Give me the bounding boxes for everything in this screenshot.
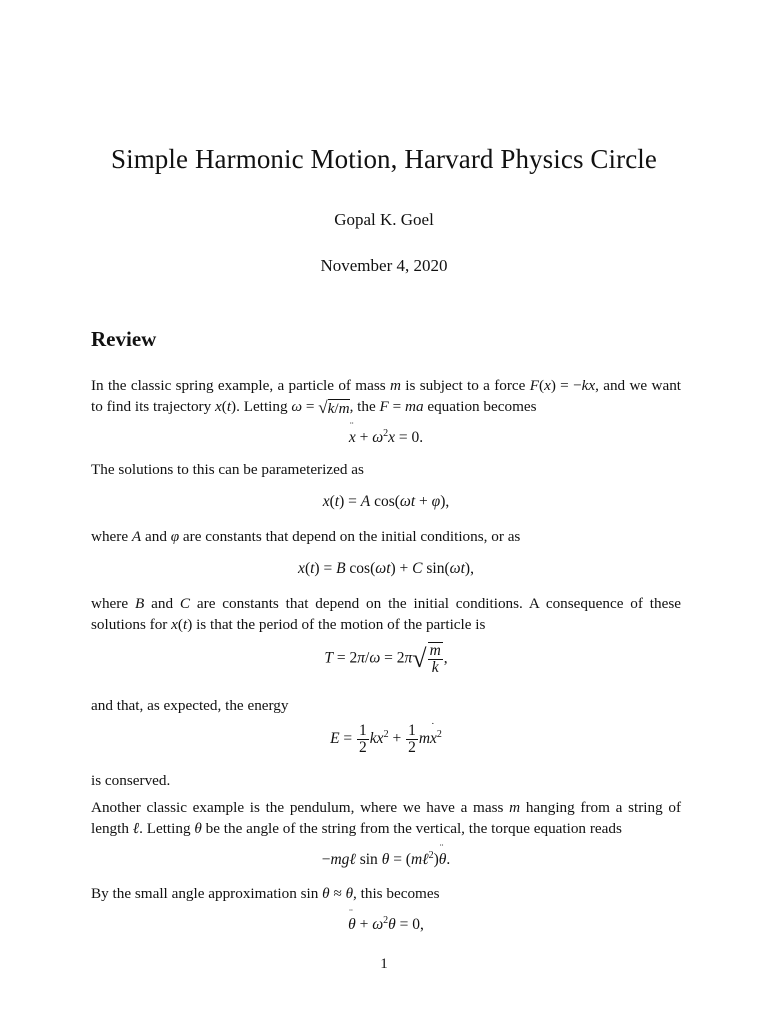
equation-torque: −mgℓ sin θ = (mℓ$^2$)θ ¨ . (321, 842, 451, 868)
paper-date: November 4, 2020 (320, 256, 448, 275)
author-name: Gopal K. Goel (334, 210, 434, 229)
section-heading: Review (91, 327, 157, 351)
paragraph-spring-intro: In the classic spring example, a particle of mass m is subject to a force F(x) = −kx, and we want to find its trajectory x(t). Letting ω = √k/m, the F = ma equation becomes (91, 377, 682, 417)
equation-spring-ode: x ¨ + $\omega^2x = 0$. (348, 420, 424, 446)
equation-solution-sincos: x(t) = B cos(ωt) + C sin(ωt), (298, 560, 474, 577)
paragraph-energy: and that, as expected, the energy (91, 697, 289, 714)
paragraph-solutions: The solutions to this can be parameterized as (91, 461, 364, 478)
paragraph-period-consequence: where B and C are constants that depend on the initial conditions. A consequence of these solutions for x(t) is that the period of the motion of the particle is (91, 595, 681, 633)
equation-solution-cos: x(t) = A cos(ωt + φ), (322, 493, 450, 510)
paragraph-conserved: is conserved. (91, 772, 171, 789)
paper-title: Simple Harmonic Motion, Harvard Physics Circle (110, 144, 657, 174)
equation-period: T = 2π/ω = 2π√ $\frac{m}{k}$ , (324, 642, 448, 676)
equation-pendulum-ode: θ ¨ + $\omega^2\theta = 0$, (348, 907, 424, 933)
sqrt-k-over-m: √k/m (318, 397, 350, 417)
page-number: 1 (380, 956, 388, 972)
equation-energy: E = $\frac{1}{2}$ $kx^2$ + $\frac{1}{2}$ mx ˙ $^2$ (330, 721, 442, 756)
paragraph-small-angle: By the small angle approximation sin θ ≈ θ, this becomes (91, 885, 440, 902)
paragraph-pendulum: Another classic example is the pendulum, where we have a mass m hanging from a string of length ℓ. Letting θ be the angle of the string from the vertical, the torque equation reads (91, 799, 682, 837)
paragraph-constants-a-phi: where A and φ are constants that depend on the initial conditions, or as (91, 528, 521, 545)
